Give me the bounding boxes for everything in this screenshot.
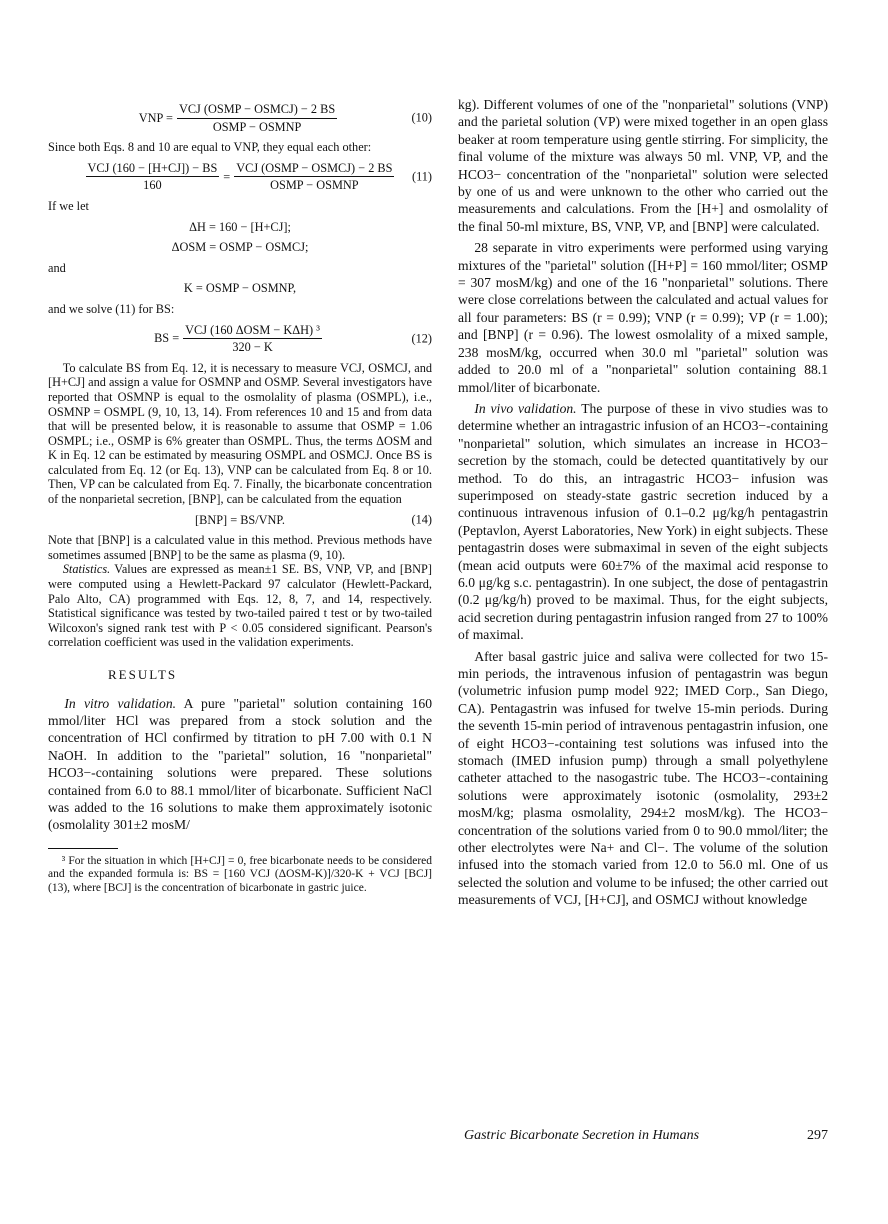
text-line: If we let bbox=[48, 198, 89, 213]
page-footer bbox=[458, 1128, 828, 1144]
equation-14 bbox=[48, 513, 432, 528]
running-title: Gastric Bicarbonate Secretion in Humans bbox=[464, 1128, 700, 1143]
section-heading: RESULTS bbox=[108, 667, 178, 682]
equation-number: (10) bbox=[411, 110, 432, 125]
paragraph: 28 separate in vitro experiments were performed using varying mixtures of the "parietal" solution ([H+P] = 160 mmol/liter; OSMP = 307 mosM/kg) and one of the 16 "nonparietal" solutions. There were close correlations between the calculated and actual values for all four parameters: BS (r = 0.99); VNP (r = 0.99); VP (r = 1.00); and [BNP] (r = 0.96). The lowest osmolality of a mixed sample, 238 mosM/kg, occurred when 30.0 ml "parietal" solution was added to 20.0 ml of a "nonparietal" solution containing 88.1 mmol/liter of bicarbonate. bbox=[458, 240, 828, 395]
paragraph: Since both Eqs. 8 and 10 are equal to VNP, they equal each other: bbox=[48, 140, 372, 155]
equation-number: (12) bbox=[411, 331, 432, 346]
left-column bbox=[48, 96, 432, 896]
text-line: and we solve (11) for BS: bbox=[48, 301, 175, 316]
equation-k: K = OSMP − OSMNP, bbox=[183, 281, 297, 296]
equation-12 bbox=[48, 323, 432, 355]
equation-numerator: VCJ (160 ΔOSM − KΔH) ³ bbox=[183, 323, 322, 340]
equation-10 bbox=[48, 102, 432, 134]
equation-fraction-left bbox=[86, 161, 220, 193]
equation-fraction bbox=[177, 102, 337, 134]
equation-lhs: VNP = bbox=[138, 110, 173, 125]
paragraph: After basal gastric juice and saliva were collected for two 15-min periods, the intravenous infusion of pentagastrin was begun (volumetric infusion pump model 922; IMED Corp., San Diego, CA). Pentagastrin was infused for twelve 15-min periods. During the seventh 15-min period of intravenous pentagastrin infusion, one of eight HCO3−-containing test solutions was infused into the stomach (IMED infusion pump) through a small polyethylene catheter attached to the nasogastric tube. The HCO3−-containing solutions were approximately isotonic (osmolality, 293±2 mosM/kg; plasma osmolality, 294±2 mosM/kg). The HCO3− concentration of the solutions varied from 0 to 90.0 mmol/liter; the other electrolytes were Na+ and Cl−. The volume of the solution infused into the stomach varied from 12.0 to 56.0 ml. One of us selected the solution and volume to be infused; the other carried out measurements of VCJ, [H+CJ], and OSMCJ without knowledge bbox=[458, 648, 828, 908]
equation-fraction bbox=[183, 323, 322, 355]
subsection-heading: In vitro validation. bbox=[64, 695, 177, 711]
equation-lhs: BS = bbox=[154, 331, 180, 346]
equation-denominator: 160 bbox=[143, 178, 162, 193]
paragraph-body: The purpose of these in vivo studies was to determine whether an intragastric infusion of an HCO3−-containing "nonparietal" solution, which simulates an increase in HCO3− secretion by the stomach, could be detected quantitatively by our method. To do this, an intragastric HCO3− infusion was superimposed on steady-state gastric secretion induced by a continuous intravenous infusion of 0.1–0.2 μg/kg/h pentagastrin (Peptavlon, Ayerst Laboratories, New York) in eight subjects. These pentagastrin doses were submaximal in seven of the eight subjects (mean acid outputs were 60±7% of the maximal acid response to 6.0 μg/kg s.c. pentagastrin). In one subject, the dose of pentagastrin (0.2 μg/kg/h) proved to be maximal. Thus, for the eight subjects, acid secretion during pentagastrin infusion ranged from 27 to 100% of maximal. bbox=[458, 400, 829, 643]
in-vivo-paragraph bbox=[458, 400, 828, 644]
equation-denominator: 320 − K bbox=[232, 340, 273, 355]
paragraph-body: Values are expressed as mean±1 SE. BS, VNP, VP, and [BNP] were computed using a Hewlett-Packard 97 calculator (Hewlett-Packard, Palo Alto, CA) programmed with Eqs. 12, 8, 7, and 14, respectively. Statistical significance was tested by two-tailed paired t test or by two-tailed Wilcoxon's signed rank test with P < 0.05 considered significant. Pearson's correlation coefficient was used in the validation experiments. bbox=[48, 562, 432, 650]
footnote-divider bbox=[48, 848, 118, 849]
equation-11 bbox=[48, 161, 432, 193]
equation-denominator: OSMP − OSMNP bbox=[212, 119, 302, 134]
equation-body: [BNP] = BS/VNP. bbox=[195, 512, 285, 527]
text-line: and bbox=[48, 260, 66, 275]
equation-numerator: VCJ (160 − [H+CJ]) − BS bbox=[86, 161, 220, 178]
equals-sign: = bbox=[223, 169, 231, 184]
paragraph-body: A pure "parietal" solution containing 160 mmol/liter HCl was prepared from a stock solution and the concentration of HCl confirmed by titration to pH 7.00 with 0.1 N NaOH. In addition to the "parietal" solution, 16 "nonparietal" HCO3−-containing solutions were prepared. These solutions contained from 6.0 to 88.1 mmol/liter of bicarbonate. Sufficient NaCl was added to the 16 solutions to make them approximately isotonic (osmolality 301±2 mosM/ bbox=[48, 695, 432, 833]
equation-delta-osm: ΔOSM = OSMP − OSMCJ; bbox=[171, 240, 309, 255]
equation-delta-h: ΔH = 160 − [H+CJ]; bbox=[189, 219, 291, 234]
statistics-paragraph bbox=[48, 562, 432, 650]
subsection-heading: In vivo validation. bbox=[474, 400, 577, 416]
page-number: 297 bbox=[807, 1128, 828, 1143]
equation-numerator: VCJ (OSMP − OSMCJ) − 2 BS bbox=[177, 102, 337, 119]
in-vitro-paragraph bbox=[48, 695, 432, 834]
equation-denominator: OSMP − OSMNP bbox=[270, 178, 359, 193]
equation-fraction-right bbox=[234, 161, 394, 193]
paragraph: Note that [BNP] is a calculated value in this method. Previous methods have sometimes assumed [BNP] to be the same as plasma (9, 10). bbox=[48, 533, 432, 562]
footnote: ³ For the situation in which [H+CJ] = 0, free bicarbonate needs to be considered and the expanded formula is: BS = [160 VCJ (ΔOSM-K)]/320-K + VCJ [BCJ] (13), where [BCJ] is the concentration of bicarbonate in gastric juice. bbox=[48, 854, 432, 895]
paragraph: To calculate BS from Eq. 12, it is necessary to measure VCJ, OSMCJ, and [H+CJ] and assign a value for OSMNP and OSMP. Several investigators have reported that OSMNP is equal to the osmolality of plasma (OSMPL), i.e., OSMNP = OSMPL (9, 10, 13, 14). From references 10 and 15 and from data that will be presented below, it is reasonable to assume that OSMP = 1.06 OSMPL; i.e., OSMP is 6% greater than OSMPL. Thus, the terms ΔOSM and K in Eq. 12 can be estimated by measuring OSMPL and OSMCJ. Once BS is calculated from Eq. 12 (or Eq. 13), VNP can be calculated from Eq. 8 or 10. Then, VP can be calculated from Eq. 7. Finally, the bicarbonate concentration of the nonparietal secretion, [BNP], can be calculated from the equation bbox=[48, 360, 432, 507]
subsection-heading: Statistics. bbox=[62, 562, 111, 577]
right-column bbox=[458, 96, 828, 909]
equation-numerator: VCJ (OSMP − OSMCJ) − 2 BS bbox=[234, 161, 394, 178]
paragraph: kg). Different volumes of one of the "nonparietal" solutions (VNP) and the parietal solution (VP) were mixed together in an open glass beaker at room temperature using gentle stirring. For simplicity, the final volume of the mixture was always 50 ml. VNP, VP, and the HCO3− concentration of the "nonparietal" solution were selected by one of us and were unknown to the other who carried out the measurements and calculations. From the [H+] and osmolality of the final 50-ml mixture, BS, VNP, VP, and [BNP] were calculated. bbox=[458, 97, 828, 234]
equation-number: (11) bbox=[411, 169, 432, 184]
equation-number: (14) bbox=[411, 512, 432, 527]
